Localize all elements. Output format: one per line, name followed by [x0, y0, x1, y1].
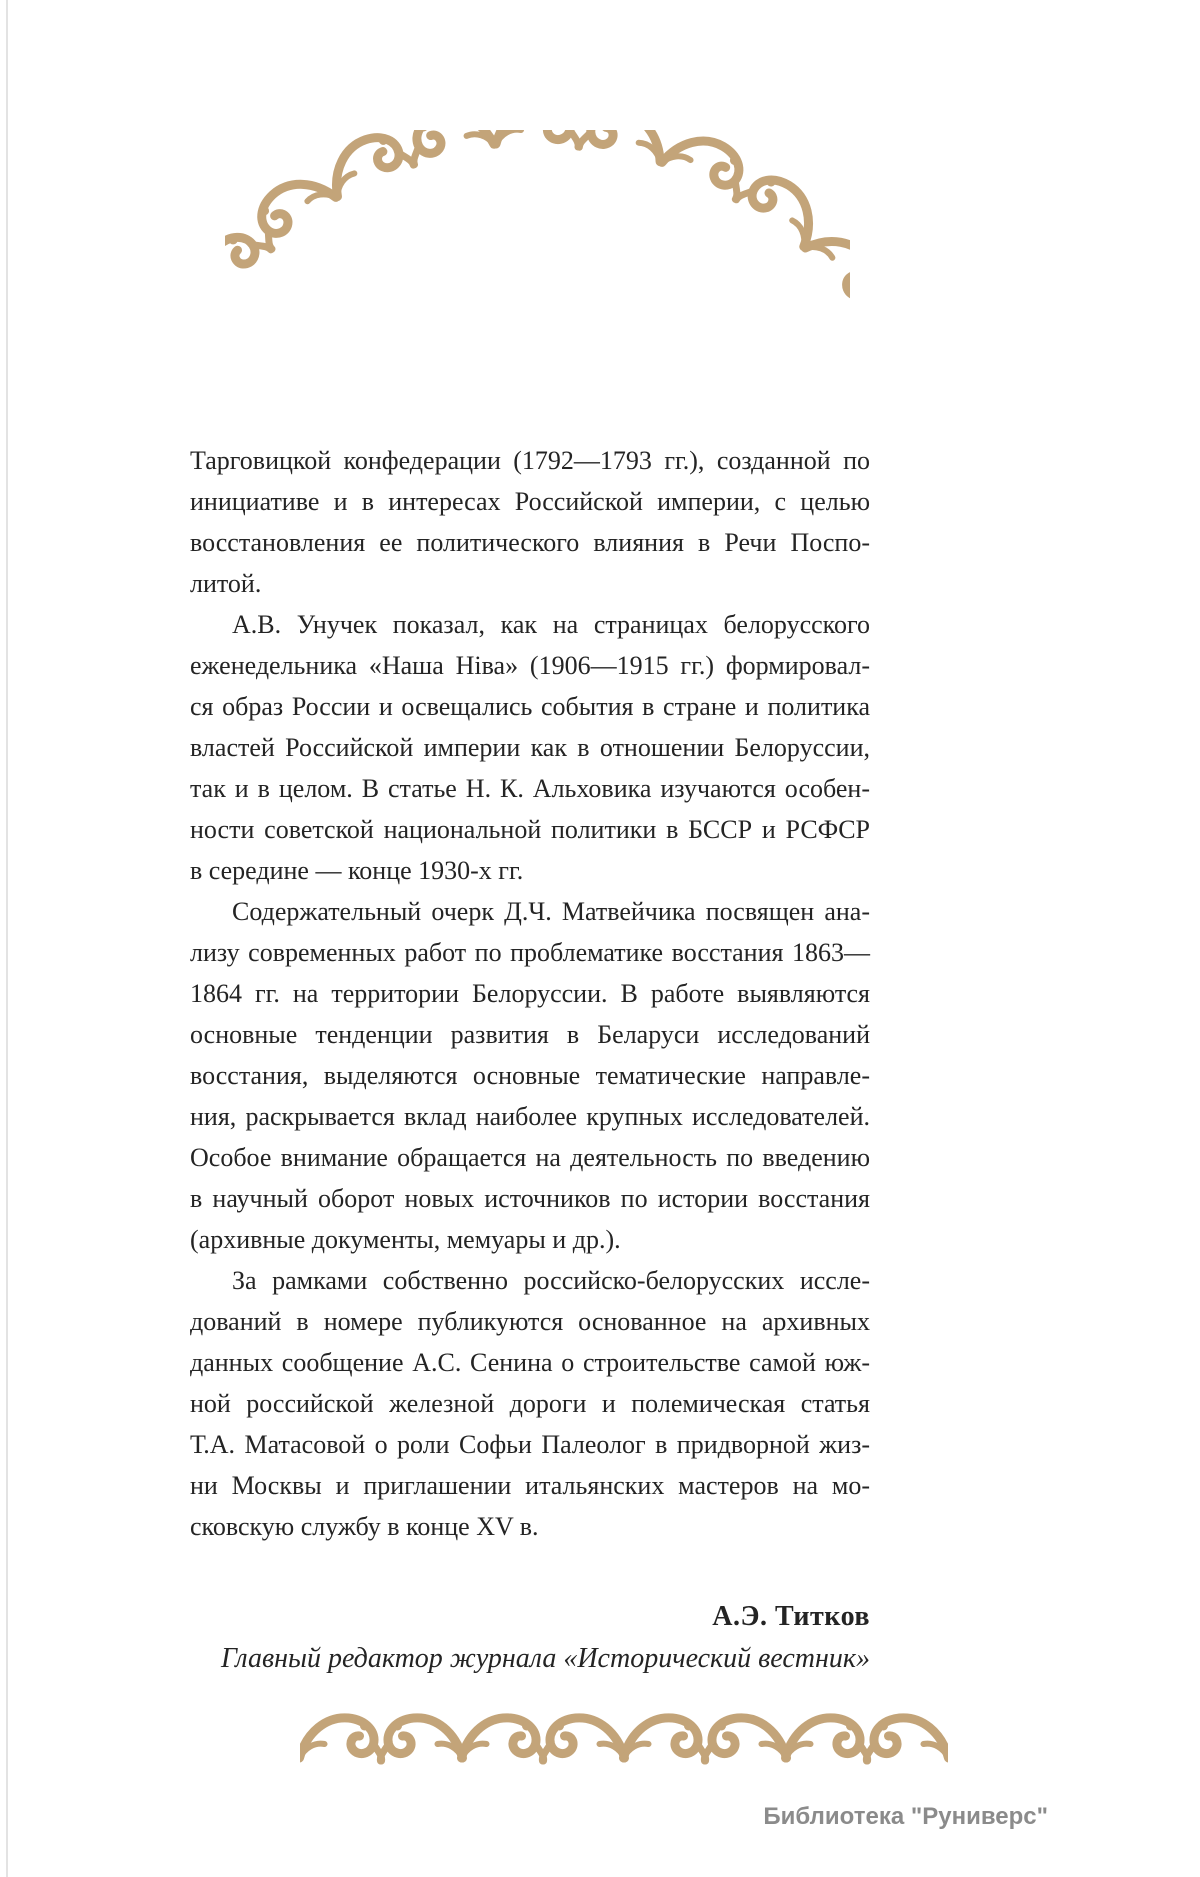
text-line: властей Российской империи как в отношении Белоруссии, [190, 733, 870, 762]
text-line: в середине — конце 1930-х гг. [190, 856, 524, 885]
text-line: ния, раскрывается вклад наиболее крупных исследователей. [190, 1102, 870, 1131]
paragraph [190, 1260, 870, 1547]
library-watermark: Библиотека "Руниверс" [763, 1803, 1048, 1830]
text-line: в научный оборот новых источников по истории восстания [190, 1184, 870, 1213]
paragraph [190, 440, 870, 604]
text-line: сковскую службу в конце XV в. [190, 1512, 539, 1541]
text-line: А.В. Унучек показал, как на страницах белорусского [232, 610, 870, 639]
text-line: дований в номере публикуются основанное на архивных [190, 1307, 870, 1336]
signature-title: Главный редактор журнала «Исторический вестник» [220, 1643, 870, 1674]
signature-name: А.Э. Титков [712, 1601, 870, 1632]
text-line: так и в целом. В статье Н. К. Альховика изучаются особен- [190, 774, 870, 803]
paragraph [190, 604, 870, 891]
text-line: Особое внимание обращается на деятельность по введению [190, 1143, 870, 1172]
bottom-band-ornament [300, 1708, 948, 1770]
text-line: основные тенденции развития в Беларуси исследований [190, 1020, 870, 1049]
text-line: За рамками собственно российско-белорусских иссле- [232, 1266, 870, 1295]
text-line: данных сообщение А.С. Сенина о строительстве самой юж- [190, 1348, 870, 1377]
text-line: Содержательный очерк Д.Ч. Матвейчика посвящен ана- [232, 897, 870, 926]
body-text [190, 440, 870, 1547]
text-line: еженедельника «Наша Ніва» (1906—1915 гг.) формировал- [190, 651, 870, 680]
text-line: инициативе и в интересах Российской империи, с целью [190, 487, 870, 516]
text-line: ности советской национальной политики в БССР и РСФСР [190, 815, 870, 844]
top-arch-ornament [225, 130, 850, 305]
text-line: 1864 гг. на территории Белоруссии. В работе выявляются [190, 979, 870, 1008]
text-line: Тарговицкой конфедерации (1792—1793 гг.), созданной по [190, 446, 870, 475]
text-line: восстановления ее политического влияния в Речи Поспо- [190, 528, 870, 557]
paragraph [190, 891, 870, 1260]
text-line: ся образ России и освещались события в стране и политика [190, 692, 870, 721]
text-line: восстания, выделяются основные тематические направле- [190, 1061, 870, 1090]
text-line: ной российской железной дороги и полемическая статья [190, 1389, 870, 1418]
text-line: литой. [190, 569, 262, 598]
text-line: Т.А. Матасовой о роли Софьи Палеолог в придворной жиз- [190, 1430, 870, 1459]
text-line: (архивные документы, мемуары и др.). [190, 1225, 621, 1254]
text-line: лизу современных работ по проблематике восстания 1863— [190, 938, 870, 967]
text-line: ни Москвы и приглашении итальянских мастеров на мо- [190, 1471, 870, 1500]
signature-block [221, 1596, 870, 1680]
page-edge-line [6, 0, 8, 1877]
